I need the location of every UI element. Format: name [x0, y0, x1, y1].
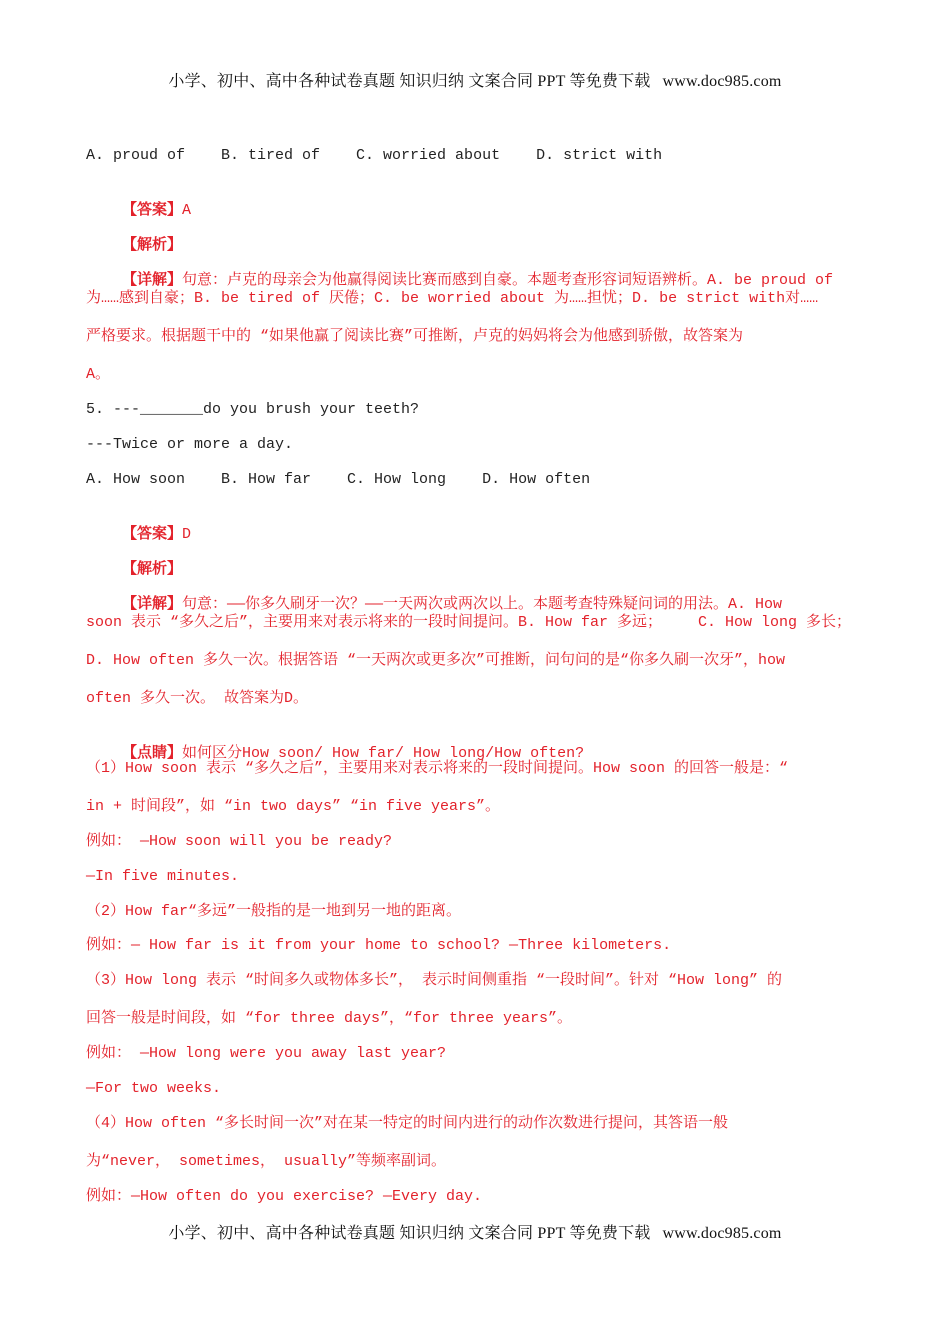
detail-text: 句意：卢克的母亲会为他赢得阅读比赛而感到自豪。本题考查形容词短语辨析。A. be proud of: [182, 272, 834, 289]
q4-detail-line-3: 严格要求。根据题干中的 “如果他赢了阅读比赛”可推断，卢克的妈妈将会为他感到骄傲，故答案为: [86, 328, 744, 345]
tip-line-7: （3）How long 表示 “时间多久或物体多长”， 表示时间侧重指 “一段时间”。针对 “How long” 的: [86, 972, 783, 989]
detail-text: 句意：——你多久刷牙一次？——一天两次或两次以上。本题考查特殊疑问词的用法。A. How: [182, 596, 783, 613]
tip-label: 【点睛】: [122, 745, 183, 762]
tip-line-4: —In five minutes.: [86, 868, 240, 885]
tip-line-6: 例如：— How far is it from your home to school? —Three kilometers.: [86, 937, 672, 954]
detail-label: 【详解】: [122, 596, 183, 613]
header-banner-url[interactable]: www.doc985.com: [662, 73, 782, 90]
tip-line-12: 为“never， sometimes， usually”等频率副词。: [86, 1153, 447, 1170]
q5-options: A. How soon B. How far C. How long D. How often: [86, 471, 591, 488]
q5-detail-line-2: soon 表示 “多久之后”，主要用来对表示将来的一段时间提问。B. How far 多远； C. How long 多长；: [86, 614, 852, 631]
answer-label: 【答案】: [122, 202, 183, 219]
detail-label: 【详解】: [122, 272, 183, 289]
tip-line-10: —For two weeks.: [86, 1080, 222, 1097]
q5-detail-line-3: D. How often 多久一次。根据答语 “一天两次或更多次”可推断，问句问的是“你多久刷一次牙”，how: [86, 652, 786, 669]
tip-line-8: 回答一般是时间段，如 “for three days”，“for three years”。: [86, 1010, 573, 1027]
analysis-label: 【解析】: [122, 561, 183, 578]
tip-line-13: 例如：—How often do you exercise? —Every day.: [86, 1188, 483, 1205]
q4-detail-line-2: 为……感到自豪；B. be tired of 厌倦；C. be worried about 为……担忧；D. be strict with对……: [86, 290, 819, 307]
q4-detail-line-4: A。: [86, 366, 111, 383]
tip-line-2: in + 时间段”，如 “in two days” “in five years”。: [86, 798, 501, 815]
tip-line-9: 例如： —How long were you away last year?: [86, 1045, 447, 1062]
answer-value: D: [182, 526, 192, 543]
q4-options: A. proud of B. tired of C. worried about D. strict with: [86, 147, 663, 164]
header-banner-text: 小学、初中、高中各种试卷真题 知识归纳 文案合同 PPT 等免费下载: [168, 73, 651, 90]
footer-banner: [0, 1220, 950, 1243]
answer-value: A: [182, 202, 192, 219]
q5-detail-line-4: often 多久一次。 故答案为D。: [86, 690, 309, 707]
header-banner: [0, 68, 950, 91]
analysis-label: 【解析】: [122, 237, 183, 254]
footer-banner-text: 小学、初中、高中各种试卷真题 知识归纳 文案合同 PPT 等免费下载: [168, 1225, 651, 1242]
q5-reply: ---Twice or more a day.: [86, 436, 294, 453]
tip-line-11: （4）How often “多长时间一次”对在某一特定的时间内进行的动作次数进行提问，其答语一般: [86, 1115, 729, 1132]
q5-question: 5. ---_______do you brush your teeth?: [86, 401, 420, 418]
answer-label: 【答案】: [122, 526, 183, 543]
tip-line-3: 例如： —How soon will you be ready?: [86, 833, 393, 850]
tip-line-1: （1）How soon 表示 “多久之后”，主要用来对表示将来的一段时间提问。How soon 的回答一般是：“: [86, 760, 789, 777]
tip-title-text: 如何区分How soon/ How far/ How long/How often?: [182, 745, 585, 762]
tip-line-5: （2）How far“多远”一般指的是一地到另一地的距离。: [86, 903, 462, 920]
footer-banner-url[interactable]: www.doc985.com: [662, 1225, 782, 1242]
